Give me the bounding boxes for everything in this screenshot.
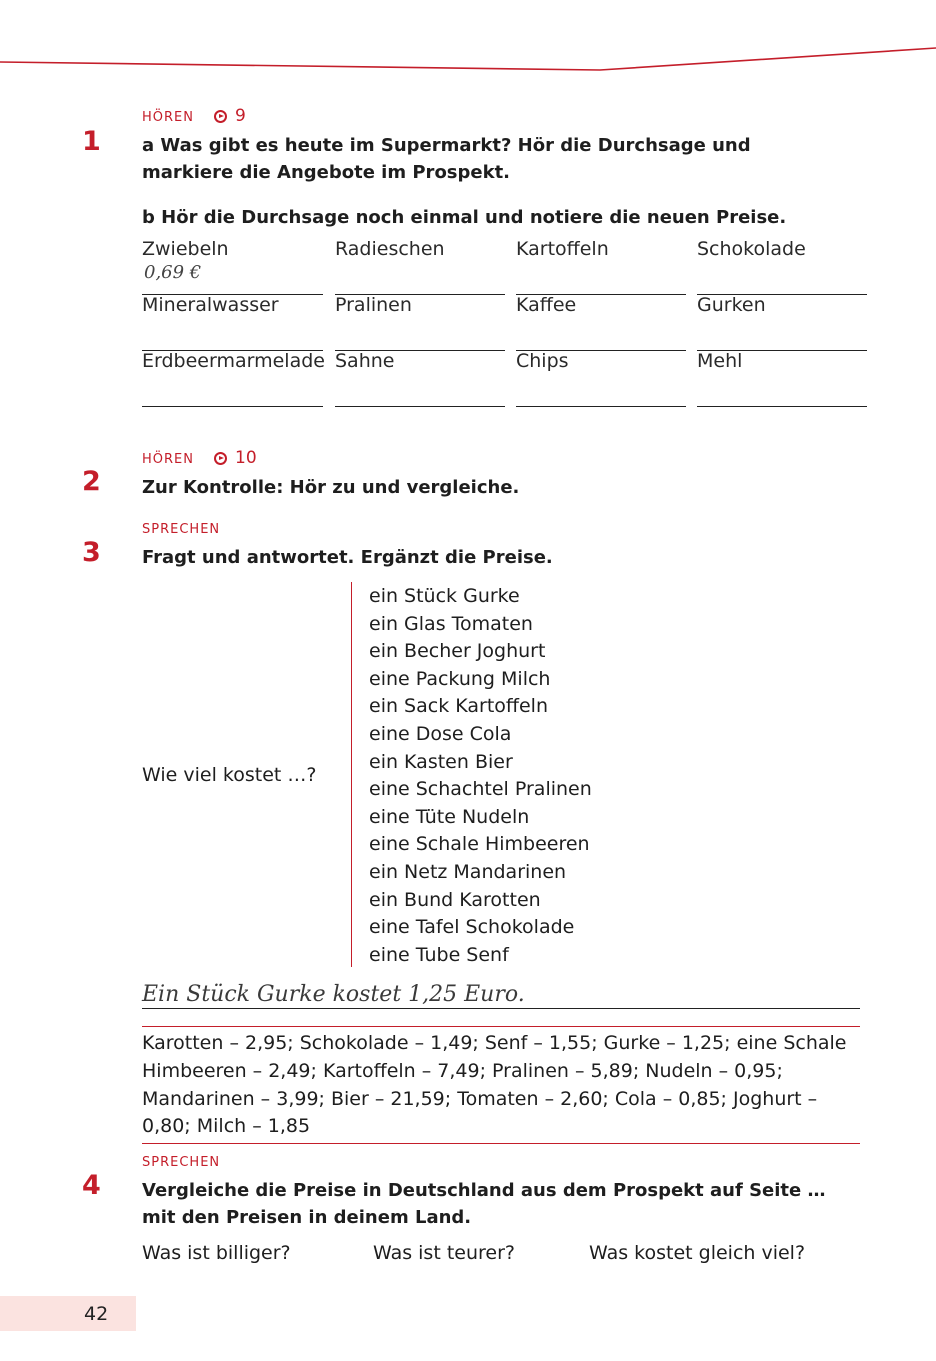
price-item-label: Schokolade [697, 238, 806, 260]
ex1-instruction-a: a Was gibt es heute im Supermarkt? Hör die Durchsage und markiere die Angebote im Prospekt. [142, 135, 751, 183]
ex2-instruction: Zur Kontrolle: Hör zu und vergleiche. [142, 477, 520, 498]
price-cell[interactable] [516, 238, 686, 295]
price-cell[interactable] [516, 350, 686, 407]
ex3-instruction: Fragt und antwortet. Ergänzt die Preise. [142, 547, 553, 568]
audio-play-icon [214, 110, 227, 123]
price-cell[interactable] [335, 294, 505, 351]
price-item-label: Mehl [697, 350, 743, 372]
price-cell[interactable] [516, 294, 686, 351]
ex1-instruction-b: b Hör die Durchsage noch einmal und notiere die neuen Preise. [142, 207, 787, 228]
ex2-number: 2 [82, 466, 101, 497]
price-cell[interactable] [142, 350, 323, 407]
price-item-label: Erdbeermarmelade [142, 350, 325, 372]
ex3-question: Wie viel kostet …? [142, 764, 317, 786]
list-item: ein Sack Kartoffeln [369, 695, 548, 718]
price-item-label: Mineralwasser [142, 294, 279, 316]
price-cell[interactable] [335, 350, 505, 407]
list-item: ein Kasten Bier [369, 750, 513, 773]
price-answer: 0,69 € [144, 262, 202, 283]
ex2-track-number: 10 [235, 448, 257, 468]
price-item-label: Kartoffeln [516, 238, 609, 260]
ex4-number: 4 [82, 1170, 101, 1201]
ex3-divider [351, 582, 352, 967]
list-item: ein Netz Mandarinen [369, 860, 567, 883]
price-item-label: Chips [516, 350, 569, 372]
price-cell[interactable] [697, 238, 867, 295]
page-number: 42 [84, 1303, 109, 1325]
ex4-skill-label: SPRECHEN [142, 1155, 221, 1170]
ex4-question-cheaper: Was ist billiger? [142, 1242, 291, 1264]
list-item: eine Schale Himbeeren [369, 833, 590, 856]
price-item-label: Radieschen [335, 238, 445, 260]
ex2-skill-label: HÖREN [142, 452, 194, 467]
price-item-label: Pralinen [335, 294, 412, 316]
price-cell[interactable] [142, 294, 323, 351]
ex4-question-more-expensive: Was ist teurer? [373, 1242, 515, 1264]
list-item: eine Tube Senf [369, 943, 509, 966]
list-item: ein Bund Karotten [369, 888, 541, 911]
list-item: eine Tafel Schokolade [369, 916, 575, 939]
price-cell[interactable] [335, 238, 505, 295]
ex3-item-list [369, 583, 592, 969]
ex4-instruction: Vergleiche die Preise in Deutschland aus dem Prospekt auf Seite … mit den Preisen in deinem Land. [142, 1180, 826, 1228]
list-item: eine Tüte Nudeln [369, 805, 530, 828]
price-cell[interactable] [697, 350, 867, 407]
ex2-audio-track[interactable] [214, 448, 257, 468]
price-item-label: Gurken [697, 294, 766, 316]
header-decoration-line [0, 40, 936, 80]
ex1-number: 1 [82, 126, 101, 157]
ex1-track-number: 9 [235, 106, 246, 126]
ex1-audio-track[interactable] [214, 106, 246, 126]
list-item: ein Glas Tomaten [369, 612, 533, 635]
price-item-label: Zwiebeln [142, 238, 229, 260]
price-item-label: Kaffee [516, 294, 577, 316]
price-cell[interactable] [697, 294, 867, 351]
price-item-label: Sahne [335, 350, 395, 372]
ex4-question-same-price: Was kostet gleich viel? [589, 1242, 806, 1264]
ex3-price-box: Karotten – 2,95; Schokolade – 1,49; Senf – 1,55; Gurke – 1,25; eine Schale Himbeeren – 2,49; Kartoffeln – 7,49; Pralinen – 5,89; Nudeln – 0,95; Mandarinen – 3,99; Bier – 21,59; Tomaten – 2,60; Cola – 0,85; Joghurt – 0,80; Milch – 1,85 [142, 1026, 860, 1144]
list-item: ein Stück Gurke [369, 585, 520, 607]
ex3-number: 3 [82, 537, 101, 568]
list-item: ein Becher Joghurt [369, 640, 546, 663]
audio-play-icon [214, 452, 227, 465]
price-cell[interactable] [142, 238, 323, 295]
ex1-skill-label: HÖREN [142, 110, 194, 125]
page-number-box [0, 1296, 136, 1331]
ex3-example-answer[interactable]: Ein Stück Gurke kostet 1,25 Euro. [142, 982, 860, 1009]
list-item: eine Schachtel Pralinen [369, 778, 592, 801]
ex3-skill-label: SPRECHEN [142, 522, 221, 537]
list-item: eine Packung Milch [369, 667, 551, 690]
list-item: eine Dose Cola [369, 722, 512, 745]
